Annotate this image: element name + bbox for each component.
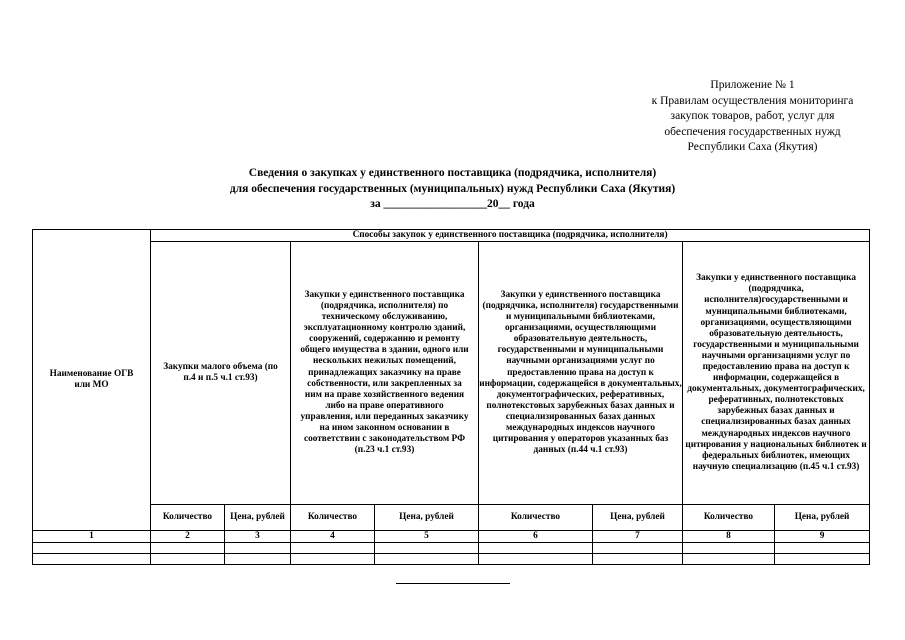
row-header-ogv-mo: Наименование ОГВ или МО [33, 230, 151, 531]
table-cell [479, 543, 593, 554]
column-number: 8 [683, 531, 775, 543]
title-period-line: за __________________20__ года [370, 198, 535, 210]
method-database-access-p45: Закупки у единственного поставщика (подрядчика, исполнителя)государственными и муниципальными библиотеками, организациями, осуществляющими образовательную деятельность, государственными и муниципальными научными организациями услуг по предоставлению права на доступ к информации, содержащейся в документальных, документографических, реферативных, полнотекстовых зарубежных базах данных и специализированных базах данных международных индексов научного цитирования у национальных библиотек и федеральных библиотек, имеющих научную специализацию (п.45 ч.1 ст.93) [683, 242, 870, 505]
subheader-quantity: Количество [683, 505, 775, 531]
method-small-volume: Закупки малого объема (по п.4 и п.5 ч.1 ст.93) [151, 242, 291, 505]
table-cell [593, 554, 683, 565]
footer-divider [396, 583, 510, 584]
table-cell [151, 543, 225, 554]
subheader-quantity: Количество [291, 505, 375, 531]
column-number: 9 [775, 531, 870, 543]
table-cell [775, 554, 870, 565]
document-title [150, 166, 755, 213]
table-cell [151, 554, 225, 565]
appendix-line: Приложение № 1 [710, 79, 795, 91]
table-cell [683, 543, 775, 554]
column-number: 2 [151, 531, 225, 543]
table-cell [291, 543, 375, 554]
title-line: Сведения о закупках у единственного поставщика (подрядчика, исполнителя) [248, 167, 657, 179]
table-row [33, 554, 870, 565]
table-cell [225, 543, 291, 554]
title-line: для обеспечения государственных (муниципальных) нужд Республики Саха (Якутия) [229, 182, 676, 195]
table-cell [683, 554, 775, 565]
column-number: 3 [225, 531, 291, 543]
subheader-quantity: Количество [151, 505, 225, 531]
group-header-methods: Способы закупок у единственного поставщика (подрядчика, исполнителя) [151, 230, 870, 242]
appendix-heading [600, 78, 905, 156]
method-database-access-p44: Закупки у единственного поставщика (подрядчика, исполнителя) государственными и муниципальными библиотеками, организациями, осуществляющими образовательную деятельность, государственными и муниципальными научными организациями услуг по предоставлению права на доступ к информации, содержащейся в документальных, документографических, реферативных, полнотекстовых зарубежных базах данных и специализированных базах данных международных индексов научного цитирования у операторов указанных баз данных (п.44 ч.1 ст.93) [479, 242, 683, 505]
subheader-price: Цена, рублей [775, 505, 870, 531]
appendix-line: закупок товаров, работ, услуг для [670, 110, 835, 122]
column-number: 6 [479, 531, 593, 543]
table-cell [375, 554, 479, 565]
table-cell [33, 543, 151, 554]
table-cell [375, 543, 479, 554]
appendix-line: обеспечения государственных нужд [664, 125, 841, 138]
table-cell [593, 543, 683, 554]
subheader-quantity: Количество [479, 505, 593, 531]
column-number: 1 [33, 531, 151, 543]
appendix-line: к Правилам осуществления мониторинга [651, 94, 854, 107]
appendix-line: Республики Саха (Якутия) [687, 141, 818, 153]
column-number: 5 [375, 531, 479, 543]
procurement-table [32, 229, 870, 565]
table-cell [479, 554, 593, 565]
table-cell [33, 554, 151, 565]
table-cell [775, 543, 870, 554]
subheader-price: Цена, рублей [225, 505, 291, 531]
column-number: 4 [291, 531, 375, 543]
subheader-price: Цена, рублей [593, 505, 683, 531]
table-row [33, 543, 870, 554]
subheader-price: Цена, рублей [375, 505, 479, 531]
table-cell [225, 554, 291, 565]
table-cell [291, 554, 375, 565]
column-number-row [33, 531, 870, 543]
column-number: 7 [593, 531, 683, 543]
method-building-maintenance: Закупки у единственного поставщика (подрядчика, исполнителя) по техническому обслуживанию, эксплуатационному контролю зданий, сооружений, содержанию и ремонту общего имущества в здании, одного или нескольких нежилых помещений, принадлежащих заказчику на праве собственности, или закрепленных за ним на праве хозяйственного ведения либо на праве оперативного управления, или переданных заказчику на ином законном основании в соответствии с законодательством РФ (п.23 ч.1 ст.93) [291, 242, 479, 505]
